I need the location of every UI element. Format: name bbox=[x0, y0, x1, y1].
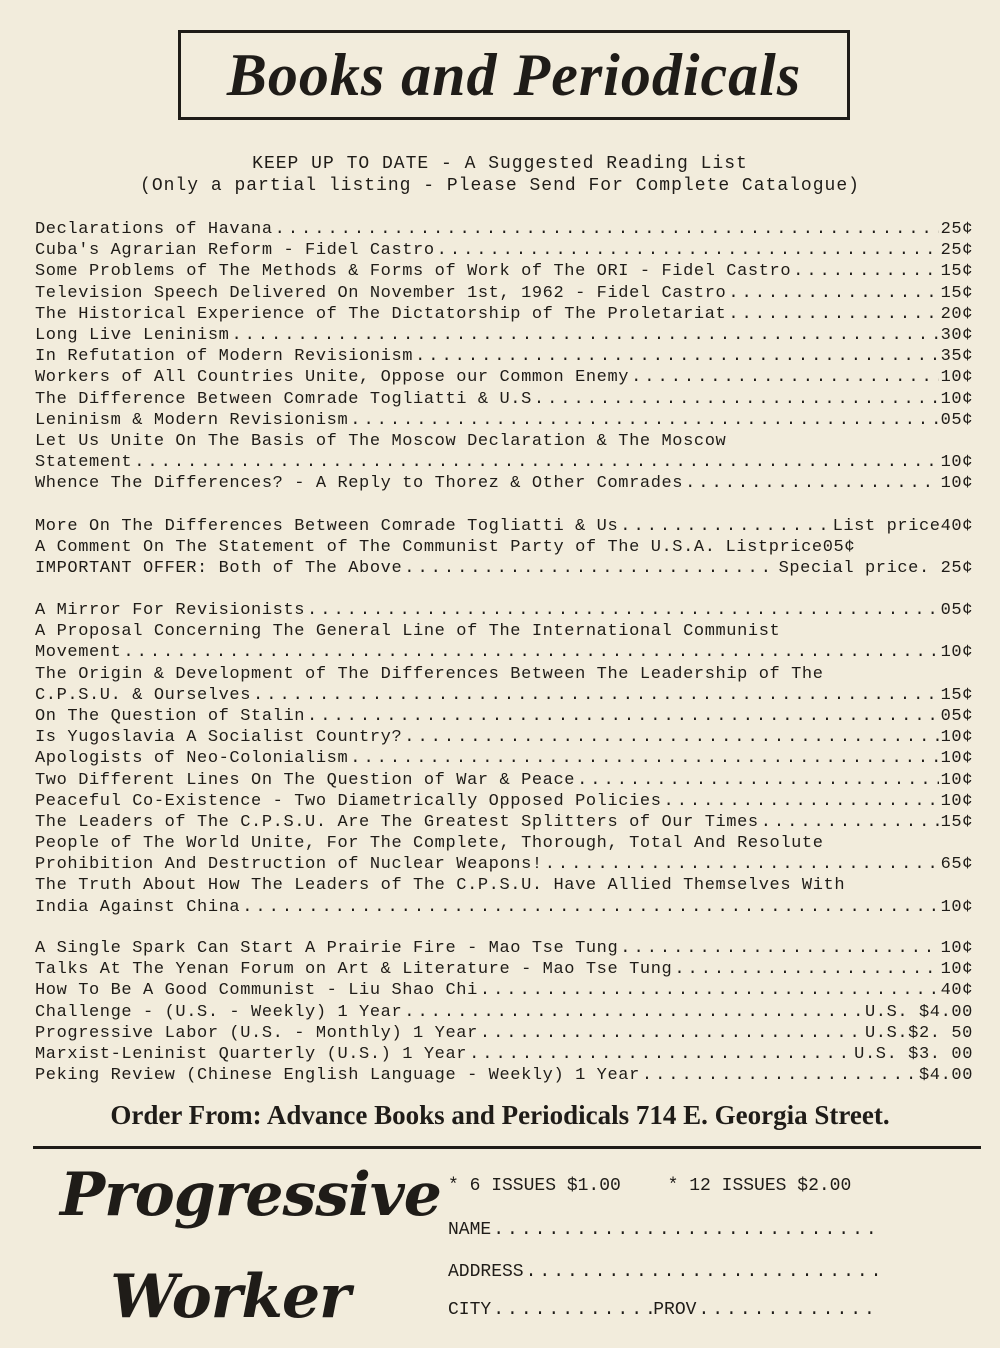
list-item-title: Whence The Differences? - A Reply to Thorez & Other Comrades bbox=[35, 474, 684, 494]
leader-dots bbox=[728, 304, 938, 325]
leader-dots bbox=[134, 452, 938, 473]
list-item-price: 10¢ bbox=[940, 897, 973, 917]
list-item-price: 15¢ bbox=[940, 283, 973, 303]
list-item-title: The Truth About How The Leaders of The C.P.S.U. Have Allied Themselves With bbox=[35, 876, 846, 896]
city-label: CITY bbox=[448, 1300, 492, 1320]
list-item-title: Declarations of Havana bbox=[35, 220, 273, 239]
list-item bbox=[35, 558, 973, 579]
leader-dots bbox=[307, 600, 939, 621]
list-item-price: 10¢ bbox=[940, 474, 973, 494]
list-item bbox=[35, 748, 973, 769]
list-item-price: Special price. 25¢ bbox=[778, 559, 973, 579]
list-item bbox=[35, 600, 973, 621]
list-item-price: 10¢ bbox=[940, 389, 973, 409]
list-item-price: 05¢ bbox=[940, 410, 973, 430]
list-item bbox=[35, 621, 973, 642]
list-item-price: 10¢ bbox=[940, 643, 973, 663]
list-item-title: On The Question of Stalin bbox=[35, 706, 306, 726]
list-item-title: Long Live Leninism bbox=[35, 325, 230, 345]
list-item-title: Peking Review (Chinese English Language - Weekly) 1 Year bbox=[35, 1066, 640, 1086]
list-item bbox=[35, 706, 973, 727]
reading-list-group-4 bbox=[35, 938, 973, 1086]
list-item-title: Challenge - (U.S. - Weekly) 1 Year bbox=[35, 1002, 403, 1022]
city-prov-field[interactable] bbox=[448, 1300, 878, 1320]
leader-dots bbox=[253, 685, 939, 706]
list-item-price: 15¢ bbox=[940, 685, 973, 705]
list-item bbox=[35, 875, 973, 896]
brand-line-2: Worker bbox=[110, 1262, 350, 1332]
address-label: ADDRESS bbox=[448, 1262, 524, 1282]
list-item-price: 10¢ bbox=[940, 791, 973, 811]
leader-dots bbox=[728, 283, 938, 304]
divider bbox=[33, 1146, 981, 1149]
list-item-title: A Proposal Concerning The General Line of The International Communist bbox=[35, 622, 781, 642]
list-item-title: Some Problems of The Methods & Forms of Work of The ORI - Fidel Castro bbox=[35, 262, 792, 282]
list-item bbox=[35, 938, 973, 959]
prov-dots bbox=[698, 1300, 878, 1320]
list-item bbox=[35, 980, 973, 1001]
leader-dots bbox=[404, 1002, 863, 1023]
list-item-title: A Single Spark Can Start A Prairie Fire - Mao Tse Tung bbox=[35, 939, 619, 958]
leader-dots bbox=[242, 897, 938, 918]
list-item bbox=[35, 325, 973, 346]
list-item-title: IMPORTANT OFFER: Both of The Above bbox=[35, 559, 403, 579]
list-item-price: List price40¢ bbox=[832, 517, 973, 536]
leader-dots bbox=[631, 367, 939, 388]
list-item-title: The Historical Experience of The Dictatorship of The Proletariat bbox=[35, 304, 727, 324]
name-label: NAME bbox=[448, 1220, 492, 1240]
list-item-price: 30¢ bbox=[940, 325, 973, 345]
list-item-title: Prohibition And Destruction of Nuclear Weapons! bbox=[35, 855, 543, 875]
subscription-offers bbox=[448, 1176, 851, 1196]
list-item bbox=[35, 219, 973, 240]
list-item-title: Leninism & Modern Revisionism bbox=[35, 410, 349, 430]
list-item bbox=[35, 1044, 973, 1065]
list-item-price: 25¢ bbox=[940, 241, 973, 261]
leader-dots bbox=[534, 389, 939, 410]
list-item-title: Movement bbox=[35, 643, 122, 663]
leader-dots bbox=[350, 748, 938, 769]
list-item-title: A Comment On The Statement of The Communist Party of The U.S.A. bbox=[35, 538, 716, 558]
reading-list-group-3 bbox=[35, 600, 973, 918]
list-item-price: 10¢ bbox=[940, 728, 973, 748]
subtitle-line-2: (Only a partial listing - Please Send For Complete Catalogue) bbox=[140, 176, 860, 196]
list-item-title: The Difference Between Comrade Togliatti & U.S bbox=[35, 389, 532, 409]
list-item bbox=[35, 240, 973, 261]
leader-dots bbox=[620, 938, 938, 959]
list-item-price: 10¢ bbox=[940, 453, 973, 473]
list-item bbox=[35, 452, 973, 473]
list-item-price: U.S. $3. 00 bbox=[854, 1044, 973, 1064]
address-dots bbox=[526, 1262, 878, 1282]
list-item bbox=[35, 304, 973, 325]
leader-dots bbox=[545, 854, 939, 875]
list-item-price: 40¢ bbox=[940, 981, 973, 1001]
list-item-title: Cuba's Agrarian Reform - Fidel Castro bbox=[35, 241, 435, 261]
leader-dots bbox=[307, 706, 939, 727]
list-item bbox=[35, 897, 973, 918]
list-item bbox=[35, 1065, 973, 1086]
list-item-title: Is Yugoslavia A Socialist Country? bbox=[35, 728, 403, 748]
list-item bbox=[35, 283, 973, 304]
list-item bbox=[35, 642, 973, 663]
list-item bbox=[35, 537, 973, 558]
offer-6-issues: * 6 ISSUES $1.00 bbox=[448, 1176, 621, 1196]
list-item bbox=[35, 959, 973, 980]
prov-label: PROV bbox=[653, 1300, 697, 1320]
brand-line-1: Progressive bbox=[60, 1160, 441, 1230]
list-item-title: Let Us Unite On The Basis of The Moscow Declaration & The Moscow bbox=[35, 431, 727, 451]
list-item-price: 65¢ bbox=[940, 855, 973, 875]
list-item-price: 10¢ bbox=[940, 368, 973, 388]
list-item bbox=[35, 791, 973, 812]
page-title: Books and Periodicals bbox=[226, 41, 802, 108]
list-item bbox=[35, 1002, 973, 1023]
list-item-title: Two Different Lines On The Question of War & Peace bbox=[35, 770, 576, 790]
list-item-price: U.S.$2. 50 bbox=[864, 1023, 973, 1043]
leader-dots bbox=[231, 325, 938, 346]
list-item-price: 20¢ bbox=[940, 304, 973, 324]
list-item-title: The Leaders of The C.P.S.U. Are The Greatest Splitters of Our Times bbox=[35, 812, 759, 832]
list-item-price: 10¢ bbox=[940, 939, 973, 958]
leader-dots bbox=[123, 642, 938, 663]
leader-dots bbox=[674, 959, 938, 980]
list-item bbox=[35, 473, 973, 494]
list-item-title: In Refutation of Modern Revisionism bbox=[35, 347, 414, 367]
list-item-title: Television Speech Delivered On November 1st, 1962 - Fidel Castro bbox=[35, 283, 727, 303]
address-field[interactable] bbox=[448, 1262, 878, 1282]
list-item bbox=[35, 854, 973, 875]
leader-dots bbox=[685, 473, 938, 494]
subtitle-line-1: KEEP UP TO DATE - A Suggested Reading List bbox=[252, 154, 748, 174]
list-item bbox=[35, 516, 973, 537]
list-item-price: 10¢ bbox=[940, 770, 973, 790]
list-item-title: Statement bbox=[35, 453, 133, 473]
title-box bbox=[178, 30, 850, 120]
leader-dots bbox=[664, 791, 939, 812]
list-item bbox=[35, 664, 973, 685]
list-item-title: C.P.S.U. & Ourselves bbox=[35, 685, 252, 705]
list-item bbox=[35, 812, 973, 833]
list-item-title: A Mirror For Revisionists bbox=[35, 601, 306, 620]
leader-dots bbox=[415, 346, 939, 367]
list-item-price: 10¢ bbox=[940, 960, 973, 980]
leader-dots bbox=[761, 812, 939, 833]
name-dots bbox=[493, 1220, 878, 1240]
leader-dots bbox=[620, 516, 830, 537]
list-item bbox=[35, 431, 973, 452]
list-item-title: How To Be A Good Communist - Liu Shao Chi bbox=[35, 981, 478, 1001]
list-item-price: 05¢ bbox=[940, 706, 973, 726]
leader-dots bbox=[480, 980, 939, 1001]
list-item-title: Marxist-Leninist Quarterly (U.S.) 1 Year bbox=[35, 1044, 468, 1064]
list-item-title: India Against China bbox=[35, 897, 241, 917]
reading-list-group-2 bbox=[35, 516, 973, 580]
list-item-title: Apologists of Neo-Colonialism bbox=[35, 749, 349, 769]
leader-dots bbox=[404, 727, 938, 748]
list-item bbox=[35, 833, 973, 854]
list-item-price: 35¢ bbox=[940, 347, 973, 367]
list-item-price: 10¢ bbox=[940, 749, 973, 769]
list-item bbox=[35, 261, 973, 282]
list-item bbox=[35, 410, 973, 431]
offer-12-issues: * 12 ISSUES $2.00 bbox=[667, 1176, 852, 1196]
leader-dots bbox=[437, 240, 939, 261]
name-field[interactable] bbox=[448, 1220, 878, 1240]
list-item bbox=[35, 770, 973, 791]
list-item-title: Talks At The Yenan Forum on Art & Literature - Mao Tse Tung bbox=[35, 960, 673, 980]
leader-dots bbox=[642, 1065, 917, 1086]
list-item-price: Listprice05¢ bbox=[725, 538, 856, 558]
leader-dots bbox=[793, 261, 938, 282]
leader-dots bbox=[480, 1023, 863, 1044]
list-item bbox=[35, 727, 973, 748]
list-item bbox=[35, 346, 973, 367]
list-item-title: More On The Differences Between Comrade Togliatti & Us bbox=[35, 517, 619, 536]
list-item bbox=[35, 685, 973, 706]
list-item bbox=[35, 389, 973, 410]
leader-dots bbox=[404, 558, 776, 579]
list-item-title: The Origin & Development of The Differences Between The Leadership of The bbox=[35, 664, 824, 684]
list-item bbox=[35, 367, 973, 388]
list-item-title: Workers of All Countries Unite, Oppose our Common Enemy bbox=[35, 368, 630, 388]
leader-dots bbox=[275, 219, 939, 240]
list-item-price: $4.00 bbox=[918, 1066, 973, 1086]
leader-dots bbox=[469, 1044, 852, 1065]
leader-dots bbox=[577, 770, 939, 791]
city-dots bbox=[493, 1300, 653, 1320]
leader-dots bbox=[350, 410, 938, 431]
list-item-price: 15¢ bbox=[940, 812, 973, 832]
list-item-price: 05¢ bbox=[940, 601, 973, 620]
list-item-title: Peaceful Co-Existence - Two Diametrically Opposed Policies bbox=[35, 791, 662, 811]
list-item-price: 25¢ bbox=[940, 220, 973, 239]
list-item-price: U.S. $4.00 bbox=[864, 1002, 973, 1022]
list-item-title: Progressive Labor (U.S. - Monthly) 1 Year bbox=[35, 1023, 478, 1043]
reading-list-group-1 bbox=[35, 219, 973, 494]
list-item-price: 15¢ bbox=[940, 262, 973, 282]
order-address: Order From: Advance Books and Periodicals 714 E. Georgia Street. bbox=[110, 1100, 890, 1130]
list-item bbox=[35, 1023, 973, 1044]
list-item-title: People of The World Unite, For The Complete, Thorough, Total And Resolute bbox=[35, 834, 824, 854]
